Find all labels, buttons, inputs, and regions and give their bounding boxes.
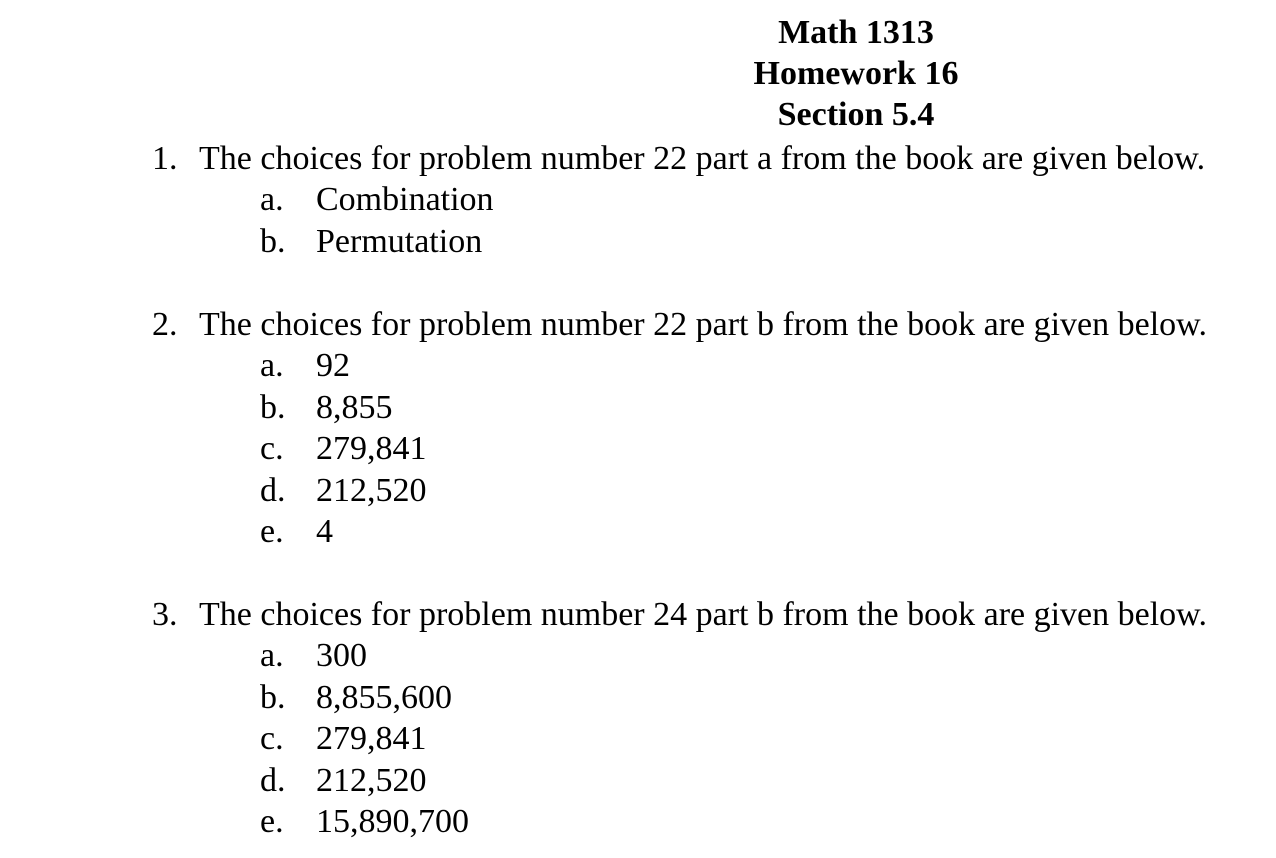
section-title: Section 5.4 <box>777 96 935 133</box>
choice-item <box>152 760 1276 802</box>
choice-letter: e. <box>260 803 284 840</box>
question-number: 2. <box>152 306 178 343</box>
question-text: The choices for problem number 22 part a from the book are given below. <box>199 140 1206 177</box>
question-prompt <box>152 138 1276 179</box>
choice-letter: d. <box>260 471 286 509</box>
choice-letter: b. <box>260 388 286 426</box>
question-prompt <box>152 304 1276 345</box>
choice-letter: a. <box>260 637 284 674</box>
choice-letter: c. <box>260 720 284 757</box>
choice-text: 4 <box>316 513 333 550</box>
choice-text: 300 <box>316 637 367 674</box>
choice-item <box>152 428 1276 470</box>
course-title: Math 1313 <box>778 14 934 51</box>
question-2 <box>152 304 1276 553</box>
document-title <box>556 12 1156 135</box>
choice-text: 8,855 <box>316 388 393 426</box>
question-text: The choices for problem number 22 part b from the book are given below. <box>199 306 1208 343</box>
choice-letter: d. <box>260 761 286 799</box>
choice-item <box>152 677 1276 719</box>
choice-text: 92 <box>316 347 350 384</box>
choice-text: Combination <box>316 181 494 218</box>
question-3 <box>152 594 1276 843</box>
question-text: The choices for problem number 24 part b from the book are given below. <box>199 596 1208 633</box>
assignment-title: Homework 16 <box>753 55 959 92</box>
choice-text: 15,890,700 <box>316 803 469 840</box>
choice-item <box>152 387 1276 429</box>
choice-item <box>152 635 1276 677</box>
choice-letter: b. <box>260 678 286 716</box>
choice-text: 212,520 <box>316 471 427 509</box>
choice-item <box>152 179 1276 221</box>
choice-item <box>152 801 1276 843</box>
choice-item <box>152 470 1276 512</box>
choice-text: 212,520 <box>316 761 427 799</box>
choice-text: 8,855,600 <box>316 678 452 716</box>
choice-item <box>152 511 1276 553</box>
choice-item <box>152 718 1276 760</box>
choice-text: 279,841 <box>316 430 427 467</box>
choice-text: 279,841 <box>316 720 427 757</box>
choice-text: Permutation <box>316 222 483 260</box>
question-number: 3. <box>152 596 178 633</box>
choice-letter: e. <box>260 513 284 550</box>
choice-letter: a. <box>260 181 284 218</box>
choice-letter: c. <box>260 430 284 467</box>
choice-letter: b. <box>260 222 286 260</box>
choice-item <box>152 221 1276 263</box>
question-prompt <box>152 594 1276 635</box>
choice-item <box>152 345 1276 387</box>
question-1 <box>152 138 1276 262</box>
question-number: 1. <box>152 140 178 177</box>
choice-letter: a. <box>260 347 284 384</box>
